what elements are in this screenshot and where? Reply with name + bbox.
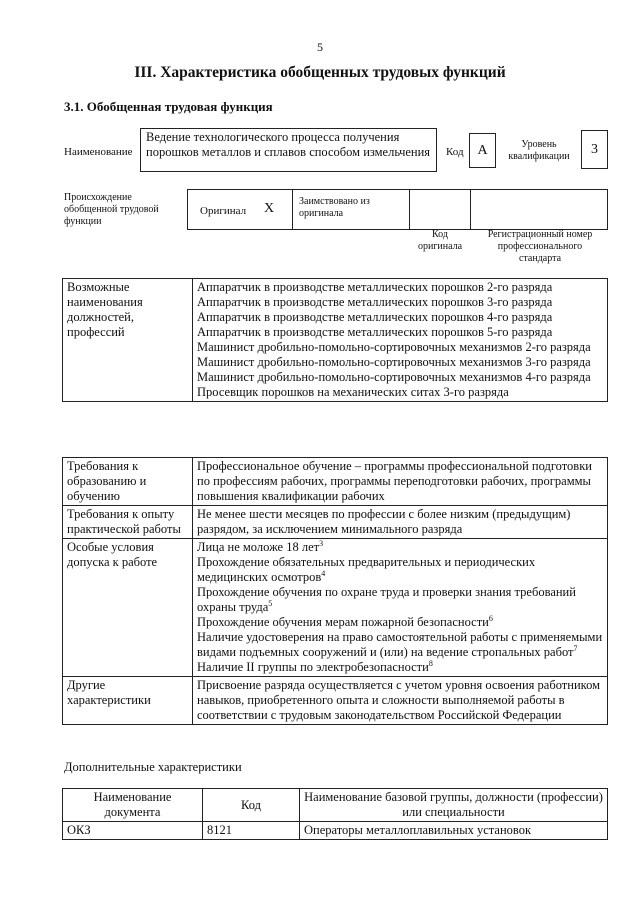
cell-document: ОКЗ [63,822,203,840]
position-item: Машинист дробильно-помольно-сортировочных механизмов 4-го разряда [197,370,591,384]
admission-item: Наличие удостоверения на право самостоятельной работы с применяемыми видами подъемных сооружений и (или) на ведение стропальных работ$^7$ [197,630,603,659]
footnote-ref: 7 [573,643,578,653]
cell-group: Операторы металлоплавильных установок [300,822,608,840]
origin-borrowed-cell [292,189,410,230]
footnote-ref: 3 [319,538,324,548]
position-item: Аппаратчик в производстве металлических порошков 4-го разряда [197,310,553,324]
original-label: Оригинал [200,205,247,217]
admission-item: Прохождение обучения по охране труда и проверки знания требований охраны труда$^5$ [197,585,576,614]
other-value: Присвоение разряда осуществляется с учетом уровня освоения работником навыков, приобретенного опыта и сложности выполняемой работы в соответствии с трудовым законодательством Российской Федерации [193,677,608,725]
origin-reg-cell [470,189,608,230]
footnote-ref: 8 [428,658,433,668]
position-item: Аппаратчик в производстве металлических порошков 2-го разряда [197,280,553,294]
origin-original-cell [187,189,293,230]
table-row [63,822,608,840]
additional-heading: Дополнительные характеристики [64,760,242,774]
origin-label: Происхождение обобщенной трудовой функции [64,192,159,227]
position-item: Машинист дробильно-помольно-сортировочных механизмов 2-го разряда [197,340,591,354]
footnote-ref: 6 [488,613,493,623]
cell-code: 8121 [203,822,300,840]
position-item: Аппаратчик в производстве металлических порошков 3-го разряда [197,295,553,309]
level-box [581,130,608,169]
col-header-code: Код [203,789,300,822]
subsection-title: 3.1. Обобщенная трудовая функция [64,99,273,114]
code-box [469,133,496,168]
name-label: Наименование [64,146,133,158]
section-title: III. Характеристика обобщенных трудовых функций [134,64,506,81]
education-value: Профессиональное обучение – программы профессиональной подготовки по профессиям рабочих, программы переподготовки рабочих, программы повышения квалификации рабочих [193,458,608,506]
code-label: Код [446,146,464,158]
experience-value: Не менее шести месяцев по профессии с более низким (предыдущим) разрядом, за исключением минимального разряда [193,506,608,539]
level-label: Уровень квалификации [508,139,570,162]
level-value: 3 [591,141,598,157]
origin-code-cell [409,189,471,230]
col-header-group: Наименование базовой группы, должности (профессии) или специальности [300,789,608,822]
positions-list [193,279,608,402]
position-item: Машинист дробильно-помольно-сортировочных механизмов 3-го разряда [197,355,591,369]
page-number: 5 [317,40,323,54]
function-name-value: Ведение технологического процесса получения порошков металлов и сплавов способом измельчения [146,130,431,159]
admission-item: Лица не моложе 18 лет$^3$ [197,538,324,554]
requirements-table [62,457,608,725]
admission-item: Наличие II группы по электробезопасности$^8$ [197,658,433,674]
admission-item: Прохождение обучения мерам пожарной безопасности$^6$ [197,613,493,629]
education-label: Требования к образованию и обучению [63,458,193,506]
origin-reg-caption: Регистрационный номер профессионального стандарта [487,229,593,264]
code-value: А [477,142,488,158]
original-mark: X [264,201,275,216]
additional-table [62,788,608,840]
admission-item: Прохождение обязательных предварительных и периодических медицинских осмотров$^4$ [197,555,536,584]
col-header-document: Наименование документа [63,789,203,822]
positions-table [62,278,608,402]
admission-list [193,539,608,677]
origin-code-caption: Код оригинала [417,229,463,252]
footnote-ref: 5 [268,598,273,608]
function-name-box [140,128,437,172]
positions-label: Возможные наименования должностей, профессий [63,279,193,402]
other-label: Другие характеристики [63,677,193,725]
footnote-ref: 4 [321,568,326,578]
borrowed-label: Заимствовано из оригинала [299,196,370,219]
position-item: Аппаратчик в производстве металлических порошков 5-го разряда [197,325,553,339]
position-item: Просевщик порошков на механических ситах 3-го разряда [197,385,509,399]
admission-label: Особые условия допуска к работе [63,539,193,677]
experience-label: Требования к опыту практической работы [63,506,193,539]
